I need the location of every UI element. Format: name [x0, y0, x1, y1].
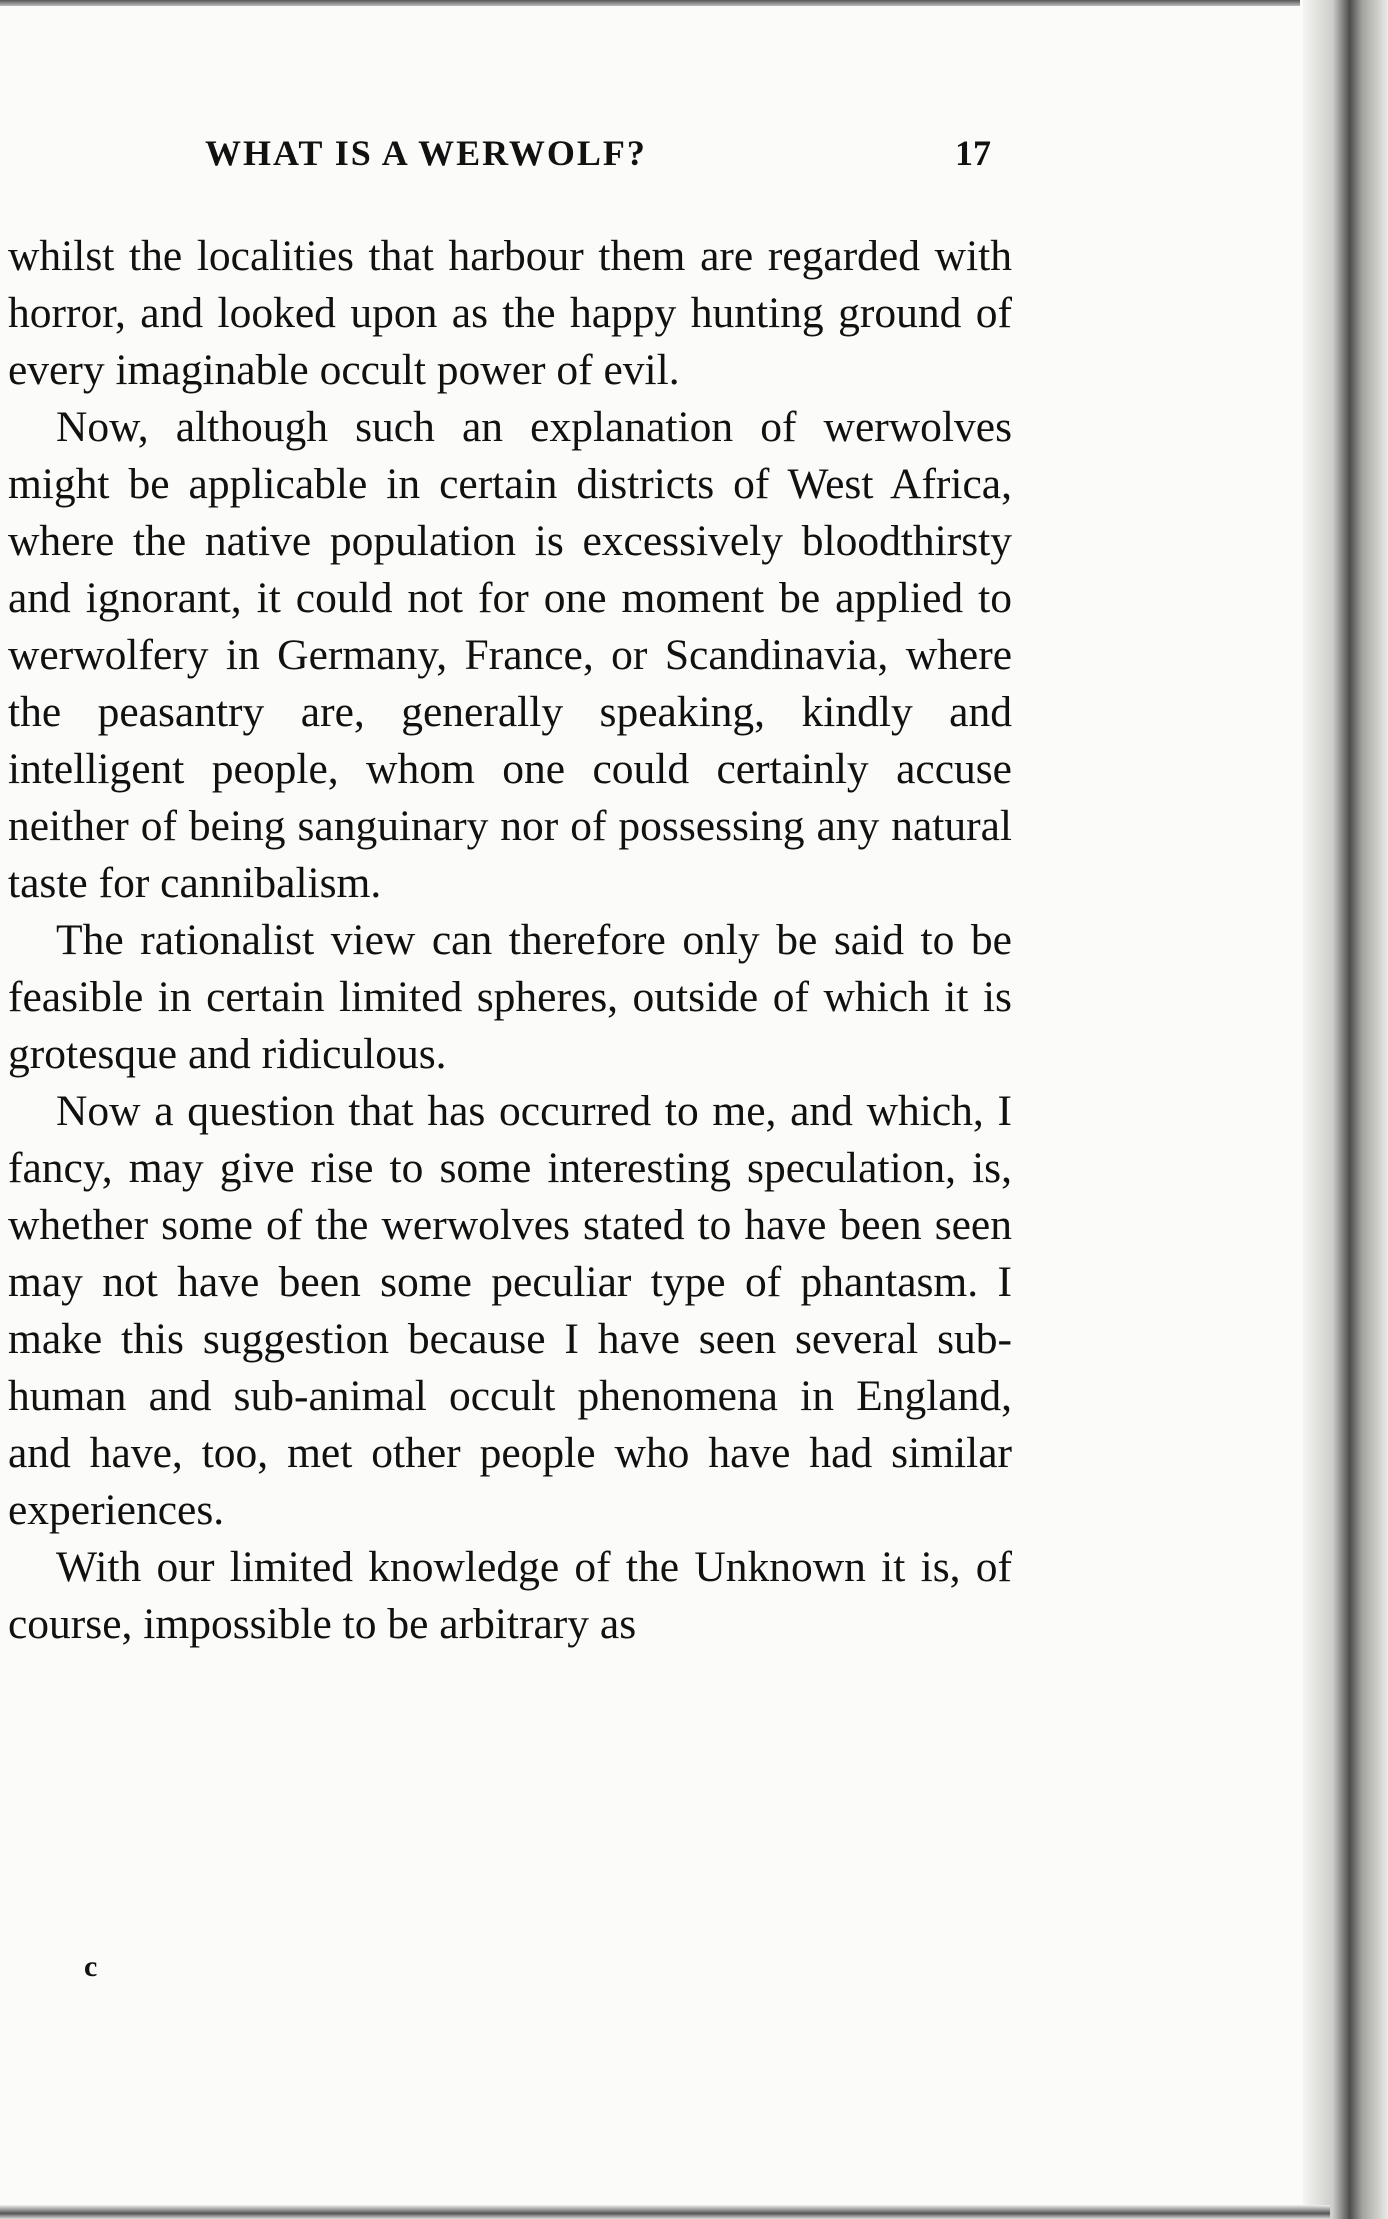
page-edge-bottom: [0, 2205, 1330, 2219]
paragraph-2: Now, although such an explanation of werwolves might be applicable in certain districts of West Africa, where the native population is excessively bloodthirsty and ignorant, it could not for one moment be applied to werwolfery in Germany, France, or Scandinavia, where the peasantry are, generally speaking, kindly and intelligent people, whom one could certainly accuse neither of being sanguinary nor of possessing any natural taste for cannibalism.: [8, 403, 1012, 907]
paragraph-5: With our limited knowledge of the Unknown it is, of course, impossible to be arbitrary as: [8, 1543, 1012, 1648]
paragraph-4: Now a question that has occurred to me, and which, I fancy, may give rise to some interesting speculation, is, whether some of the werwolves stated to have been seen may not have been some peculiar type of phantasm. I make this suggestion because I have seen several sub-human and sub-animal occult phenomena in England, and have, too, met other people who have had similar experiences.: [8, 1087, 1012, 1534]
paragraph-1: whilst the localities that harbour them are regarded with horror, and looked upon as the happy hunting ground of every imaginable occult power of evil.: [8, 232, 1012, 394]
paragraph-3: The rationalist view can therefore only be said to be feasible in certain limited spheres, outside of which it is grotesque and ridiculous.: [8, 916, 1012, 1078]
page-header: [0, 132, 1388, 192]
page-number: 17: [955, 133, 991, 173]
page-edge-top: [0, 0, 1300, 6]
page-edge-right: [1303, 0, 1388, 2219]
signature-mark: c: [84, 1950, 98, 1983]
running-title: WHAT IS A WERWOLF?: [205, 133, 647, 173]
body-text: [8, 228, 1012, 1653]
